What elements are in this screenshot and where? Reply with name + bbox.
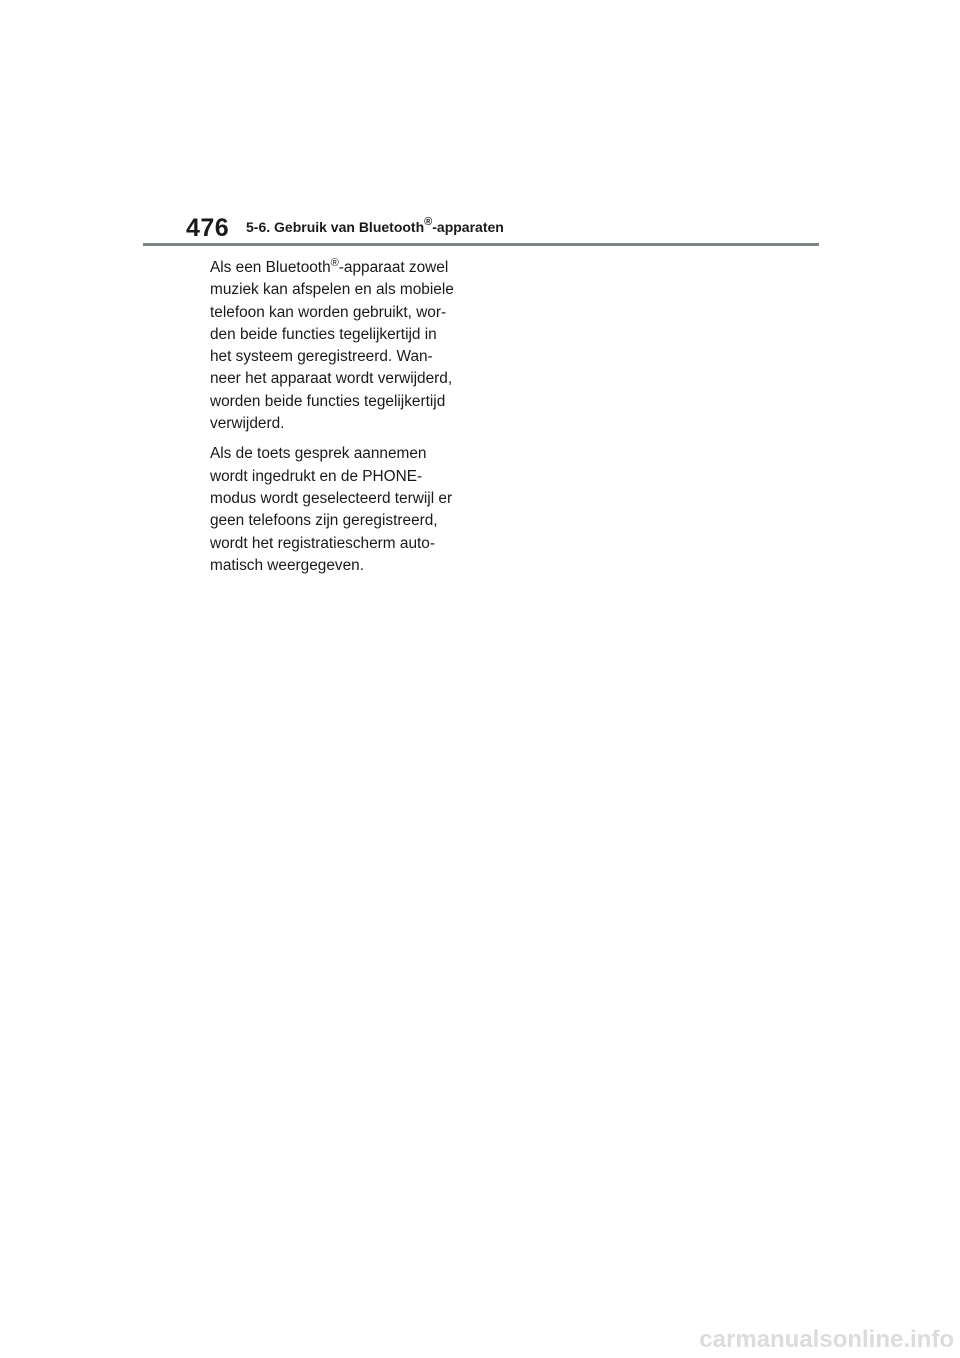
- text-line: worden beide functies tegelijkertijd: [210, 392, 446, 410]
- watermark: carmanualsonline.info: [699, 1326, 954, 1353]
- paragraph-phone-mode: [210, 443, 472, 577]
- page-number: 476: [186, 214, 230, 242]
- section-title-prefix: 5-6. Gebruik van Bluetooth: [246, 219, 425, 235]
- text-line: geen telefoons zijn geregistreerd,: [210, 512, 438, 530]
- section-title-suffix: -apparaten: [432, 219, 504, 235]
- section-title: [246, 216, 504, 238]
- header-divider: [143, 243, 819, 246]
- text-line: het systeem geregistreerd. Wan-: [210, 348, 433, 366]
- text-line: muziek kan afspelen en als mobiele: [210, 281, 454, 299]
- text-line: matisch weergegeven.: [210, 556, 364, 574]
- text-line: neer het apparaat wordt verwijderd,: [210, 370, 453, 388]
- registered-mark: ®: [424, 216, 433, 229]
- line-suffix: -apparaat zowel: [338, 259, 449, 276]
- text-line: verwijderd.: [210, 415, 285, 433]
- registered-mark: ®: [330, 256, 339, 269]
- text-line: telefoon kan worden gebruikt, wor-: [210, 303, 447, 321]
- page-body: [210, 257, 472, 585]
- text-line: modus wordt geselecteerd terwijl er: [210, 489, 453, 507]
- paragraph-bluetooth-registration: [210, 257, 472, 435]
- line-prefix: Als een Bluetooth: [210, 259, 331, 276]
- text-line: [210, 257, 472, 279]
- text-line: wordt ingedrukt en de PHONE-: [210, 467, 423, 485]
- text-line: wordt het registratiescherm auto-: [210, 534, 435, 552]
- text-line: Als de toets gesprek aannemen: [210, 445, 427, 463]
- text-line: den beide functies tegelijkertijd in: [210, 325, 437, 343]
